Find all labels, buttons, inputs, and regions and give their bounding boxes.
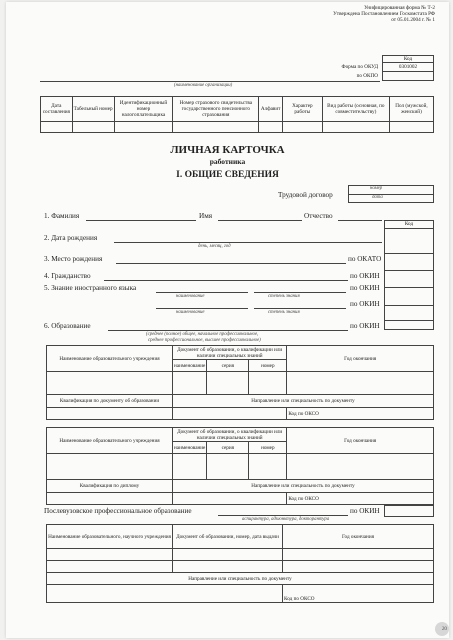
col-header: Номер страхового свидетельства государственного пенсионного страхования [173, 97, 259, 122]
table-cell[interactable] [207, 372, 249, 395]
org-name-line [40, 81, 380, 82]
kod-divider [384, 287, 434, 288]
col-subheader: серия [207, 442, 249, 454]
table-cell[interactable] [283, 549, 434, 561]
okpo-value [382, 72, 434, 81]
col-header: Пол (мужской, женский) [389, 97, 433, 122]
birthplace-label: 3. Место рождения [44, 255, 103, 263]
form-header [333, 5, 435, 23]
patronymic-label: Отчество [304, 212, 333, 220]
table-cell[interactable] [389, 122, 433, 133]
okato-label: по ОКАТО [348, 255, 382, 263]
table-cell[interactable] [47, 408, 173, 420]
kod-divider [384, 270, 434, 271]
kod-divider [384, 228, 434, 229]
birthdate-caption: день, месяц, год [198, 244, 231, 249]
citizenship-field[interactable] [104, 280, 348, 281]
postgrad-code-box[interactable] [384, 505, 434, 517]
okin-label: по ОКИН [350, 322, 380, 330]
header-line: Унифицированная форма № Т-2 [364, 5, 435, 11]
col-header: Год окончания [283, 525, 434, 549]
okin-label: по ОКИН [350, 300, 380, 308]
qualification-header: Квалификация по диплому [47, 480, 173, 493]
section-title: I. ОБЩИЕ СВЕДЕНИЯ [176, 170, 279, 180]
col-header: Документ об образовании, номер, дата выдачи [173, 525, 283, 549]
table-cell[interactable] [173, 408, 287, 420]
okpo-label: по ОКПО [356, 73, 378, 79]
name-label: Имя [199, 212, 213, 220]
table-cell[interactable] [41, 122, 73, 133]
postgrad-field[interactable] [218, 515, 348, 516]
card-title: ЛИЧНАЯ КАРТОЧКА [170, 144, 285, 156]
table-cell[interactable] [173, 561, 283, 573]
kod-divider [384, 320, 434, 321]
language-label: 5. Знание иностранного языка [44, 284, 137, 292]
okin-label: по ОКИН [350, 272, 380, 280]
name-field[interactable] [218, 220, 302, 221]
table-cell[interactable] [173, 372, 207, 395]
col-header: Год окончания [287, 346, 434, 372]
table-cell[interactable] [322, 122, 389, 133]
lang-name-caption: наименование [176, 294, 205, 299]
col-subheader: номер [249, 360, 287, 372]
education-label: 6. Образование [44, 322, 91, 330]
col-header: Год окончания [287, 428, 434, 454]
table-cell[interactable] [282, 122, 322, 133]
col-header: Вид работы (основная, по совместительству) [322, 97, 389, 122]
table-cell[interactable] [259, 122, 283, 133]
okin-label: по ОКИН [350, 507, 380, 515]
page-corner-number: 20 [441, 626, 447, 632]
document-page [6, 2, 449, 638]
education-table-2 [46, 427, 434, 505]
specialty-header: Направление или специальность по документу [173, 395, 434, 408]
table-cell[interactable] [173, 454, 207, 480]
table-cell[interactable] [207, 454, 249, 480]
specialty-header: Направление или специальность по документу [173, 480, 434, 493]
table-cell[interactable] [47, 372, 173, 395]
table-cell[interactable] [47, 561, 173, 573]
header-line: от 05.01.2004 г. № 1 [391, 17, 435, 23]
col-header: Идентификационный номер налогоплательщика [114, 97, 173, 122]
language-level-field-2[interactable] [254, 308, 346, 309]
col-subheader: серия [207, 360, 249, 372]
okud-label: Форма по ОКУД [341, 64, 378, 70]
col-header: Наименование образовательного учреждения [47, 346, 173, 372]
table-cell[interactable] [287, 454, 434, 480]
col-subheader: наименование [173, 360, 207, 372]
postgrad-caption: аспирантура, адъюнктура, докторантура [242, 517, 330, 522]
patronymic-field[interactable] [338, 220, 382, 221]
table-cell[interactable] [283, 561, 434, 573]
kod-header: Код [382, 55, 434, 63]
birthplace-field[interactable] [116, 263, 346, 264]
kod-divider [384, 305, 434, 306]
table-cell[interactable] [114, 122, 173, 133]
education-caption: среднее профессиональное, высшее профессиональное) [148, 338, 261, 343]
col-header: Табельный номер [72, 97, 114, 122]
education-table-3 [46, 524, 434, 603]
birthdate-label: 2. Дата рождения [44, 234, 98, 242]
okud-value: 0301002 [382, 63, 434, 72]
contract-nomer: номер [370, 186, 383, 191]
surname-label: 1. Фамилия [44, 212, 80, 220]
table-cell[interactable] [173, 122, 259, 133]
table-cell[interactable] [47, 493, 173, 505]
org-caption: (наименование организации) [174, 83, 233, 88]
kod-column-header: Код [404, 221, 414, 227]
table-cell[interactable] [47, 454, 173, 480]
language-name-field-2[interactable] [156, 308, 248, 309]
education-caption: (среднее (полное) общее, начальное профессиональное, [146, 332, 259, 337]
okso-label: Код по ОКСО [287, 493, 434, 505]
table-cell[interactable] [287, 372, 434, 395]
col-header: Наименование образовательного, научного учреждения [47, 525, 173, 549]
surname-field[interactable] [86, 220, 196, 221]
kod-column [384, 220, 434, 330]
col-subheader: наименование [173, 442, 207, 454]
lang-level-caption: степень знания [268, 310, 300, 315]
top-info-table [40, 96, 434, 133]
col-header: Дата составления [41, 97, 73, 122]
table-cell[interactable] [47, 585, 283, 603]
qualification-header: Квалификация по документу об образовании [47, 395, 173, 408]
table-cell[interactable] [249, 454, 287, 480]
lang-level-caption: степень знания [268, 294, 300, 299]
table-cell[interactable] [173, 493, 287, 505]
card-subtitle: работника [209, 157, 246, 166]
col-header: Алфавит [259, 97, 283, 122]
col-header: Документ об образовании, о квалификации или наличии специальных знаний [173, 346, 287, 360]
okso-label: Код по ОКСО [283, 585, 434, 603]
col-header: Наименование образовательного учреждения [47, 428, 173, 454]
kod-divider [384, 253, 434, 254]
citizenship-label: 4. Гражданство [44, 272, 91, 280]
education-table-1 [46, 345, 434, 420]
col-subheader: номер [249, 442, 287, 454]
education-field[interactable] [108, 330, 348, 331]
table-cell[interactable] [173, 549, 283, 561]
language-name-field[interactable] [156, 292, 248, 293]
language-level-field[interactable] [254, 292, 346, 293]
table-cell[interactable] [47, 549, 173, 561]
contract-label: Трудовой договор [278, 191, 333, 199]
header-line: Утверждена Постановлением Госкомстата РФ [333, 11, 435, 17]
postgrad-label: Послевузовское профессиональное образование [44, 507, 192, 515]
table-cell[interactable] [72, 122, 114, 133]
col-header: Характер работы [282, 97, 322, 122]
birthdate-field[interactable] [114, 242, 382, 243]
specialty-header: Направление или специальность по документу [47, 573, 434, 585]
table-cell[interactable] [249, 372, 287, 395]
contract-data: дата [372, 195, 383, 200]
lang-name-caption: наименование [176, 310, 205, 315]
okin-label: по ОКИН [350, 284, 380, 292]
okso-label: Код по ОКСО [287, 408, 434, 420]
col-header: Документ об образовании, о квалификации или наличии специальных знаний [173, 428, 287, 442]
